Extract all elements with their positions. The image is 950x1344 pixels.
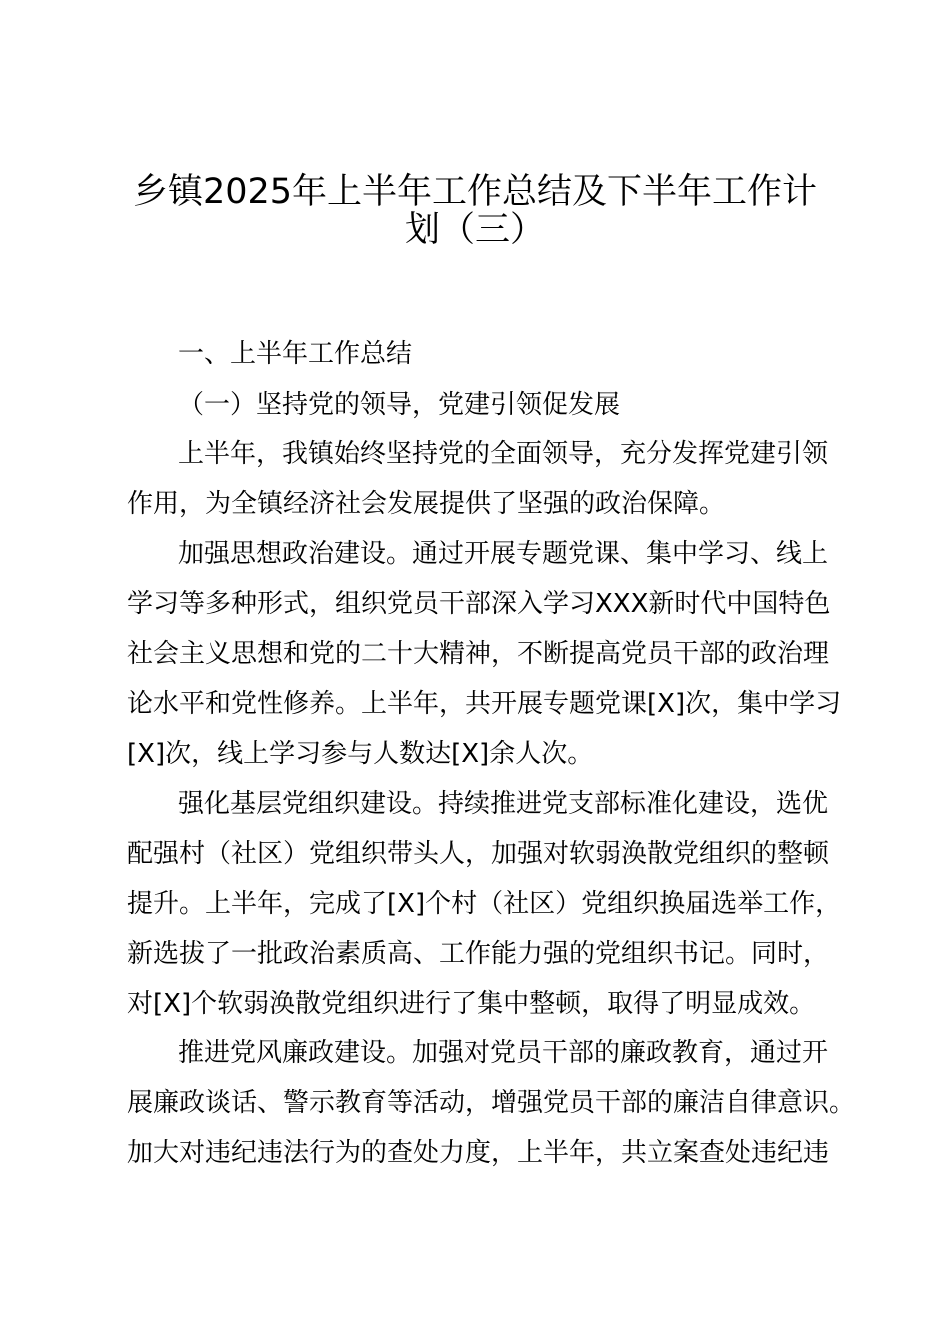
paragraph-line: 加强思想政治建设。通过开展专题党课、集中学习、线上: [178, 539, 829, 569]
section-heading: 一、上半年工作总结: [178, 339, 413, 369]
paragraph-line: 作用，为全镇经济社会发展提供了坚强的政治保障。: [127, 489, 726, 519]
paragraph-line: 加大对违纪违法行为的查处力度，上半年，共立案查处违纪违: [127, 1138, 830, 1168]
paragraph-line: 社会主义思想和党的二十大精神，不断提高党员干部的政治理: [127, 639, 830, 669]
paragraph-line: 强化基层党组织建设。持续推进党支部标准化建设，选优: [178, 789, 829, 819]
document-title-line-1: 乡镇2025年上半年工作总结及下半年工作计: [132, 172, 818, 212]
paragraph-line: 推进党风廉政建设。加强对党员干部的廉政教育，通过开: [178, 1038, 829, 1068]
paragraph-line: [X]次，线上学习参与人数达[X]余人次。: [127, 739, 594, 769]
paragraph-line: 新选拔了一批政治素质高、工作能力强的党组织书记。同时，: [127, 939, 830, 969]
paragraph-line: 配强村（社区）党组织带头人，加强对软弱涣散党组织的整顿: [127, 839, 830, 869]
paragraph-line: 展廉政谈话、警示教育等活动，增强党员干部的廉洁自律意识。: [127, 1088, 856, 1118]
document-title-line-2: 划（三）: [404, 210, 545, 250]
subsection-heading: （一）坚持党的领导，党建引领促发展: [178, 390, 621, 420]
paragraph-line: 论水平和党性修养。上半年，共开展专题党课[X]次，集中学习: [127, 689, 842, 719]
paragraph-line: 提升。上半年，完成了[X]个村（社区）党组织换届选举工作，: [127, 889, 842, 919]
paragraph-line: 上半年，我镇始终坚持党的全面领导，充分发挥党建引领: [178, 439, 829, 469]
paragraph-line: 学习等多种形式，组织党员干部深入学习XXX新时代中国特色: [127, 589, 831, 619]
paragraph-line: 对[X]个软弱涣散党组织进行了集中整顿，取得了明显成效。: [127, 989, 816, 1019]
